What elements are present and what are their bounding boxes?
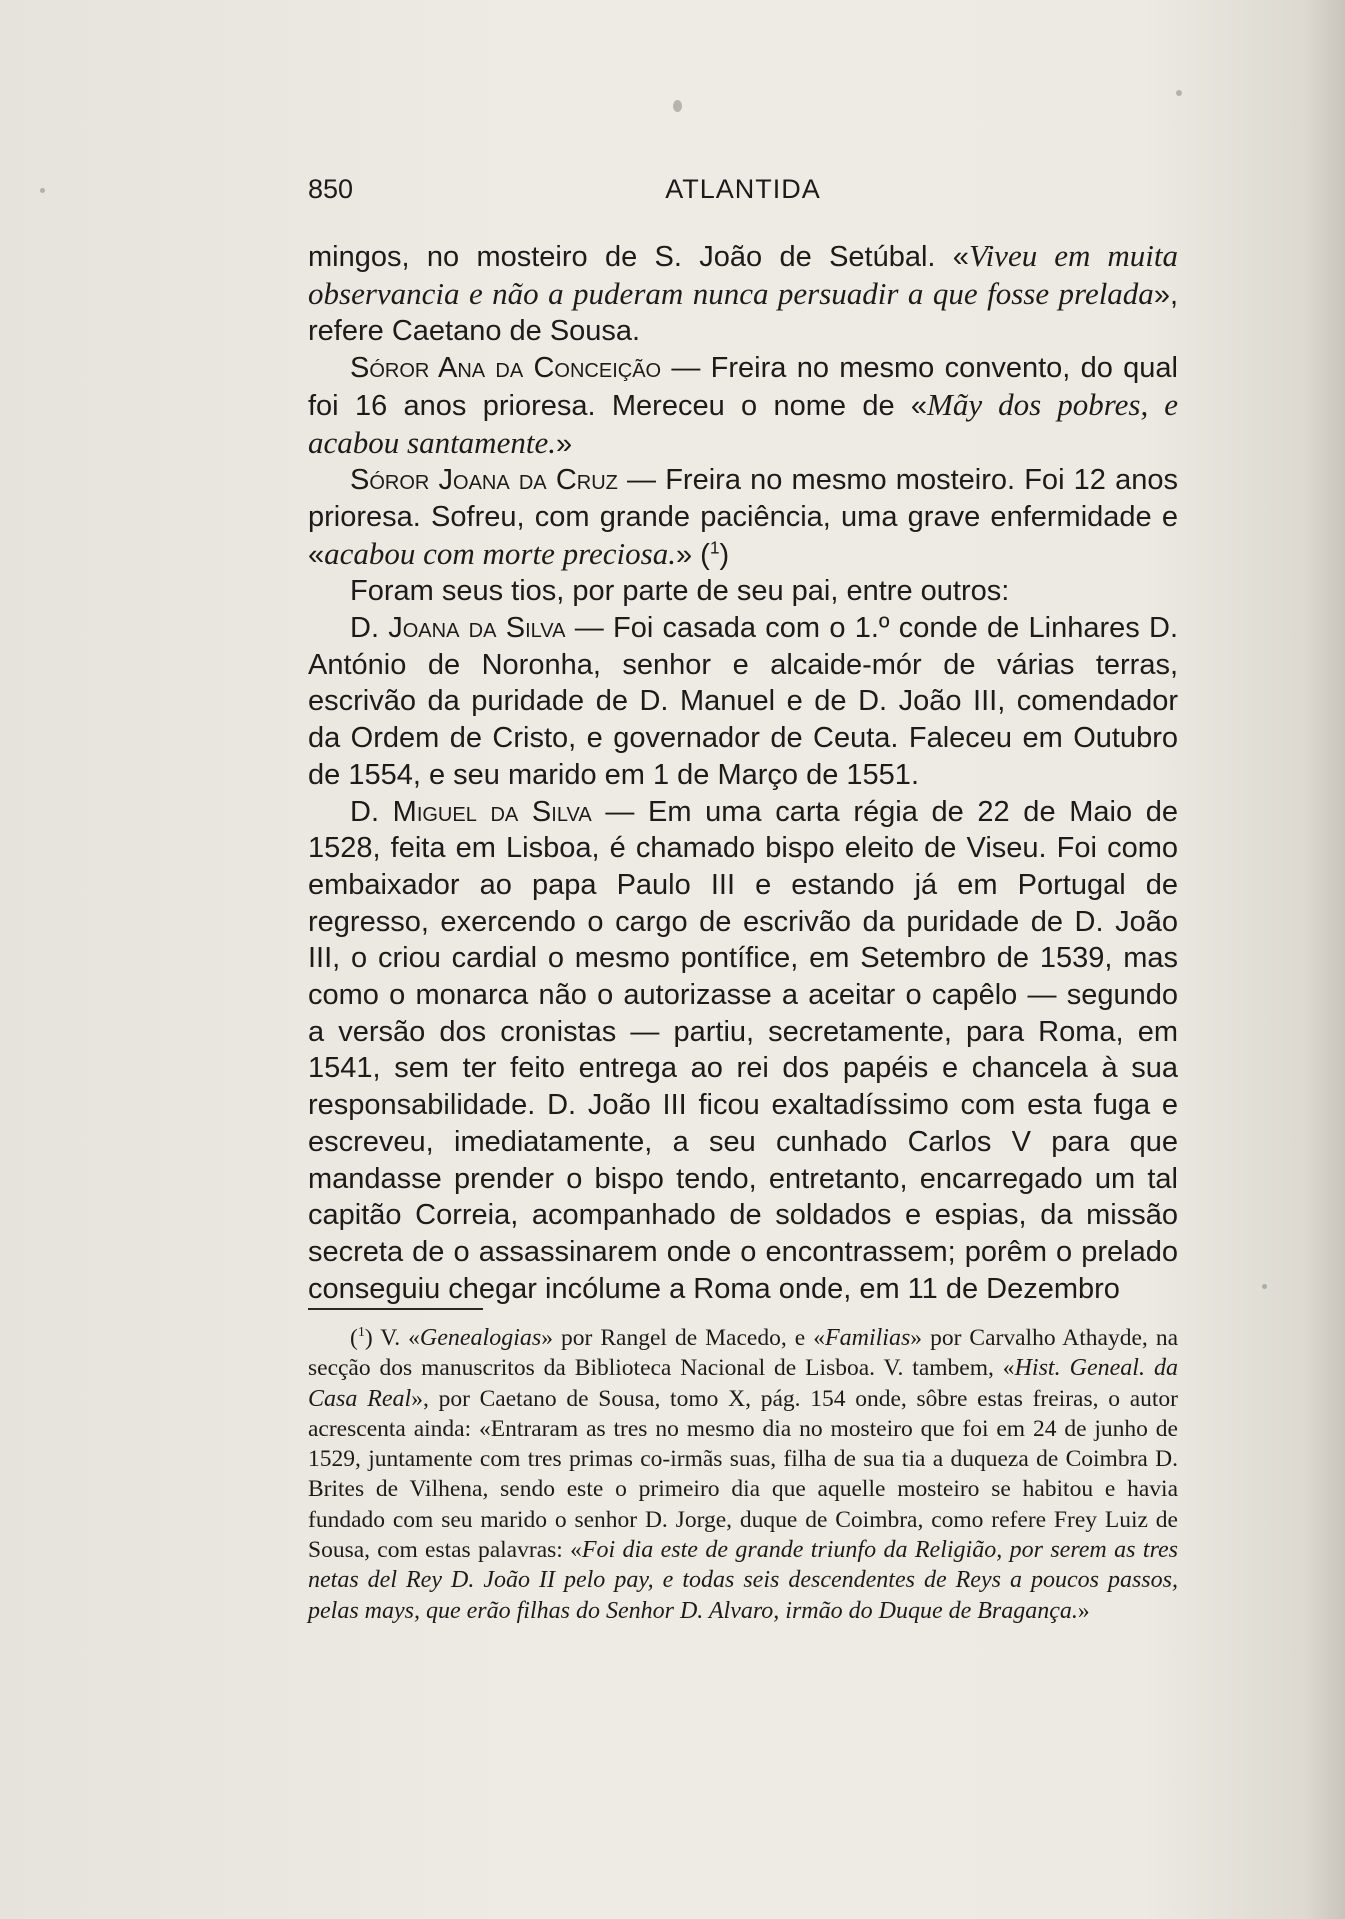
text-run: »: [555, 427, 573, 460]
paper-speck: [1262, 1284, 1267, 1289]
entry-name: Sóror Joana da Cruz: [350, 464, 618, 497]
paragraph: [308, 350, 1178, 462]
footnote-reference: 1: [709, 536, 720, 557]
text-run: — Foi casada com o 1.º conde de Linhares D. António de Noronha, senhor e alcaide-mór de várias terras, escrivão da puridade de D. Manuel e de D. João III, comendador da Ordem de Cristo, e governador de Ceuta. Faleceu em Outubro de 1554, e seu marido em 1 de Março de 1551.: [308, 612, 1179, 791]
paragraph: [308, 794, 1178, 1308]
page-number: 850: [308, 174, 354, 204]
text-run: mingos, no mosteiro de S. João de Setúbal. «: [308, 241, 969, 273]
text-run: » por Rangel de Macedo, e «: [541, 1325, 825, 1351]
footnote: ($^1$) V. «Genealogias» por Rangel de Macedo, e «Familias» por Carvalho Athayde, na secção dos manuscritos da Biblioteca Nacional de Lisboa. V. tambem, «Hist. Geneal. da Casa Real», por Caetano de Sousa, tomo X, pág. 154 onde, sôbre estas freiras, o autor acrescenta ainda: «Entraram as tres no mesmo dia no mosteiro que foi em 24 de junho de 1529, juntamente com tres primas co-irmãs suas, filha de sua tia a duqueza de Coimbra D. Brites de Vilhena, sendo este o primeiro dia que aquelle mosteiro se habitou e havia fundado com seu marido o senhor D. Jorge, duque de Coimbra, como refere Frey Luiz de Sousa, com estas palavras: «Foi dia este de grande triunfo da Religião, por serem as tres netas del Rey D. João II pelo pay, e todas seis descendentes de Reys a poucos passos, pelas mays, que erão filhas do Senhor D. Alvaro, irmão do Duque de Bragança.»: [308, 1324, 1179, 1624]
main-text: [308, 238, 1178, 1307]
paper-speck: [1176, 90, 1182, 96]
footnote-marker: 1: [357, 1324, 365, 1341]
text-run: » por Carvalho Athayde, na secção dos manuscritos da Biblioteca Nacional de Lisboa. V. tambem, «: [308, 1325, 1178, 1382]
page-header: [308, 174, 1178, 214]
page-edge-shadow: [1305, 0, 1345, 1919]
text-run: ) V. «: [364, 1325, 420, 1351]
running-title: ATLANTIDA: [665, 174, 821, 204]
italic-quote: acabou com morte preciosa.: [324, 535, 676, 571]
italic-quote: Foi dia este de grande triunfo da Religião, por serem as tres netas del Rey D. João II pelo pay, e todas seis descendentes de Reys a poucos passos, pelas mays, que erão filhas do Senhor D. Alvaro, irmão do Duque de Bragança.: [308, 1537, 1179, 1624]
footnotes: [308, 1323, 1178, 1626]
paragraph: [308, 610, 1178, 794]
italic-quote: Viveu em muita observancia e não a puderam nunca persuadir a que fosse prelada: [308, 238, 1178, 311]
italic-quote: Mãy dos pobres, e acabou santamente.: [308, 386, 1178, 460]
italic-title: Hist. Geneal. da Casa Real: [308, 1355, 1179, 1412]
paper-speck: [673, 100, 682, 112]
text-run: » (: [675, 538, 710, 571]
paper-speck: [40, 188, 45, 193]
entry-name: D. Miguel da Silva: [350, 795, 592, 828]
text-run: »: [1077, 1597, 1090, 1624]
text-run: », refere Caetano de Sousa.: [308, 278, 1178, 348]
footnote-divider: [308, 1308, 483, 1310]
italic-title: Familias: [824, 1325, 911, 1351]
text-run: — Freira no mesmo convento, do qual foi 16 anos prioresa. Mereceu o nome de «: [308, 352, 1178, 422]
paragraph: [308, 462, 1178, 573]
text-run: — Freira no mesmo mosteiro. Foi 12 anos prioresa. Sofreu, com grande paciência, uma grave enfermidade e «: [308, 464, 1178, 571]
text-run: — Em uma carta régia de 22 de Maio de 1528, feita em Lisboa, é chamado bispo eleito de Viseu. Foi como embaixador ao papa Paulo III e estando já em Portugal de regresso, exercendo o cargo de escrivão da puridade de D. João III, o criou cardial o mesmo pontífice, em Setembro de 1539, mas como o monarca não o autorizasse a aceitar o capêlo — segundo a versão dos cronistas — partiu, secretamente, para Roma, em 1541, sem ter feito entrega ao rei dos papéis e chancela à sua responsabilidade. D. João III ficou exaltadíssimo com esta fuga e escreveu, imediatamente, a seu cunhado Carlos V para que mandasse prender o bispo tendo, entretanto, encarregado um tal capitão Correia, acompanhado de soldados e espias, da missão secreta de o assassinarem onde o encontrassem; porêm o prelado conseguiu chegar incólume a Roma onde, em 11 de Dezembro: [308, 795, 1178, 1305]
italic-title: Genealogias: [419, 1325, 542, 1351]
text-run: », por Caetano de Sousa, tomo X, pág. 154 onde, sôbre estas freiras, o autor acrescenta ainda: «Entraram as tres no mesmo dia no mosteiro que foi em 24 de junho de 1529, juntamente com tres primas co-irmãs suas, filha de sua tia a duqueza de Coimbra D. Brites de Vilhena, sendo este o primeiro dia que aquelle mosteiro se habitou e havia fundado com seu marido o senhor D. Jorge, duque de Coimbra, como refere Frey Luiz de Sousa, com estas palavras: «: [308, 1385, 1179, 1564]
paragraph: [308, 238, 1178, 350]
entry-name: D. Joana da Silva: [350, 612, 566, 645]
text-run: ): [719, 538, 730, 571]
entry-name: Sóror Ana da Conceição: [350, 352, 662, 385]
paragraph: [308, 573, 1178, 610]
text-run: Foram seus tios, por parte de seu pai, entre outros:: [350, 575, 1010, 608]
